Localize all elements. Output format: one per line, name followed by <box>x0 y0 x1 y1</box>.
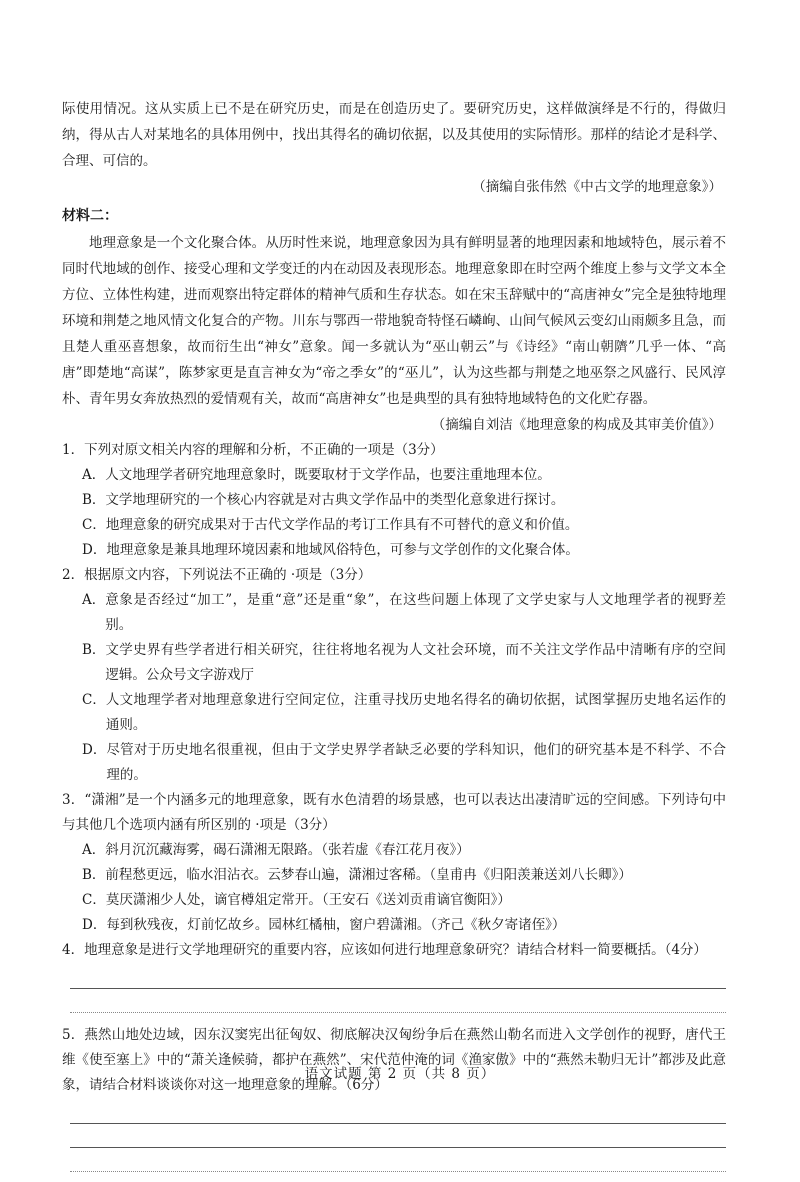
option-text: 人文地理学者研究地理意象时，既要取材于文学作品，也要注重地理本位。 <box>105 467 551 483</box>
option-text: 尽管对于历史地名很重视，但由于文学史界学者缺乏必要的学科知识，他们的研究基本是不科学、不合理的。 <box>106 742 726 783</box>
answer-line[interactable] <box>70 969 726 989</box>
option-text: 每到秋残夜，灯前忆故乡。园林红橘柚，窗户碧潇湘。（齐己《秋夕寄诸侄》） <box>106 917 566 933</box>
option-letter: D． <box>82 917 107 933</box>
question-3-option-c <box>62 888 726 913</box>
option-text: 文学地理研究的一个核心内容就是对古典文学作品中的类型化意象进行探讨。 <box>105 492 565 508</box>
question-5-answer-area[interactable] <box>70 1104 726 1172</box>
option-letter: A． <box>82 592 106 608</box>
option-text: 斜月沉沉藏海雾，碣石潇湘无限路。（张若虚《春江花月夜》） <box>105 842 470 858</box>
option-letter: D． <box>82 742 107 758</box>
material1-tail-text: 际使用情况。这从实质上已不是在研究历史，而是在创造历史了。要研究历史，这样做演绎是不行的，得做归纳，得从古人对某地名的具体用例中，找出其得名的确切依据，以及其使用的实际情形。那样的结论才是科学、合理、可信的。 <box>62 101 726 169</box>
question-2-option-b <box>62 638 726 688</box>
option-letter: D． <box>82 542 107 558</box>
answer-line[interactable] <box>70 1128 726 1148</box>
question-5-stem: 5．燕然山地处边域，因东汉窦宪出征匈奴、彻底解决汉匈纷争后在燕然山勒名而进入文学创作的视野，唐代王维《使至塞上》中的“萧关逢候骑，都护在燕然”、宋代范仲淹的词《渔家傲》中的“燕然未勒归无计”都涉及此意象，请结合材料谈谈你对这一地理意象的理解。（6分） <box>62 1027 726 1093</box>
question-3-option-b <box>62 863 726 888</box>
question-2-stem: 2．根据原文内容，下列说法不正确的 ·项是（3分） <box>62 567 372 583</box>
option-text: 前程愁更远，临水泪沾衣。云梦春山遍，潇湘过客稀。（皇甫冉《归阳羡兼送刘八长卿》） <box>105 867 632 883</box>
option-letter: B． <box>82 867 106 883</box>
option-letter: C． <box>82 517 106 533</box>
question-2-option-a <box>62 588 726 638</box>
question-4-answer-area[interactable] <box>70 969 726 1013</box>
answer-line[interactable] <box>70 1104 726 1124</box>
page-footer: 语文试题 第 2 页（共 8 页） <box>304 1066 496 1082</box>
material2-source: （摘编自刘洁《地理意象的构成及其审美价值》） <box>431 417 722 433</box>
material2-heading: 材料二： <box>62 208 118 224</box>
answer-line[interactable] <box>70 1152 726 1172</box>
option-letter: B． <box>82 492 106 508</box>
option-text: 意象是否经过“加工”，是重“意”还是重“象”，在这些问题上体现了文学史家与人文地理学者的视野差别。 <box>105 592 726 633</box>
question-1-option-c <box>62 513 726 538</box>
option-letter: B． <box>82 642 106 658</box>
option-text: 文学史界有些学者进行相关研究，往往将地名视为人文社会环境，而不关注文学作品中清晰有序的空间逻辑。公众号文字游戏厅 <box>105 642 726 683</box>
option-text: 人文地理学者对地理意象进行空间定位，注重寻找历史地名得名的确切依据，试图掌握历史地名运作的通则。 <box>105 692 726 733</box>
question-4-stem: 4．地理意象是进行文学地理研究的重要内容，应该如何进行地理意象研究？请结合材料一简要概括。（4分） <box>62 942 707 958</box>
material2-text: 地理意象是一个文化聚合体。从历时性来说，地理意象因为具有鲜明显著的地理因素和地域特色，展示着不同时代地域的创作、接受心理和文学变迁的内在动因及表现形态。地理意象即在时空两个维度上参与文学文本全方位、立体性构建，进而观察出特定群体的精神气质和生存状态。如在宋玉辞赋中的“高唐神女”完全是独特地理环境和荆楚之地风情文化复合的产物。川东与鄂西一带地貌奇特怪石嶙峋、山间气候风云变幻山雨颇多且急，而且楚人重巫喜想象，故而衍生出“神女”意象。闻一多就认为“巫山朝云”与《诗经》“南山朝隮”几乎一体、“高唐”即楚地“高谋”，陈梦家更是直言神女为“帝之季女”的“巫儿”，认为这些都与荆楚之地巫祭之风盛行、民风淳朴、青年男女奔放热烈的爱情观有关，故而“高唐神女”也是典型的具有独特地域特色的文化贮存器。 <box>62 235 726 407</box>
option-letter: A． <box>82 842 106 858</box>
question-2-option-d <box>62 738 726 788</box>
question-3-stem: 3．“潇湘”是一个内涵多元的地理意象，既有水色清碧的场景感，也可以表达出凄清旷远的空间感。下列诗句中与其他几个选项内涵有所区别的 ·项是（3分） <box>62 792 726 833</box>
option-letter: C． <box>82 892 106 908</box>
question-1-stem: 1．下列对原文相关内容的理解和分析，不正确的一项是（3分） <box>62 442 444 458</box>
option-text: 地理意象的研究成果对于古代文学作品的考订工作具有不可替代的意义和价值。 <box>105 517 579 533</box>
option-letter: A． <box>82 467 106 483</box>
question-2-option-c <box>62 688 726 738</box>
option-text: 地理意象是兼具地理环境因素和地域风俗特色，可参与文学创作的文化聚合体。 <box>106 542 579 558</box>
option-text: 莫厌潇湘少人处，谪官樽俎定常开。（王安石《送刘贡甫谪官衡阳》） <box>105 892 511 908</box>
question-1-option-b <box>62 488 726 513</box>
question-1-option-d <box>62 538 726 563</box>
exam-page <box>62 96 726 1182</box>
question-3-option-a <box>62 838 726 863</box>
answer-line[interactable] <box>70 993 726 1013</box>
option-letter: C． <box>82 692 106 708</box>
question-3-option-d <box>62 913 726 938</box>
material1-source: （摘编自张伟然《中古文学的地理意象》） <box>472 179 722 195</box>
question-1-option-a <box>62 463 726 488</box>
